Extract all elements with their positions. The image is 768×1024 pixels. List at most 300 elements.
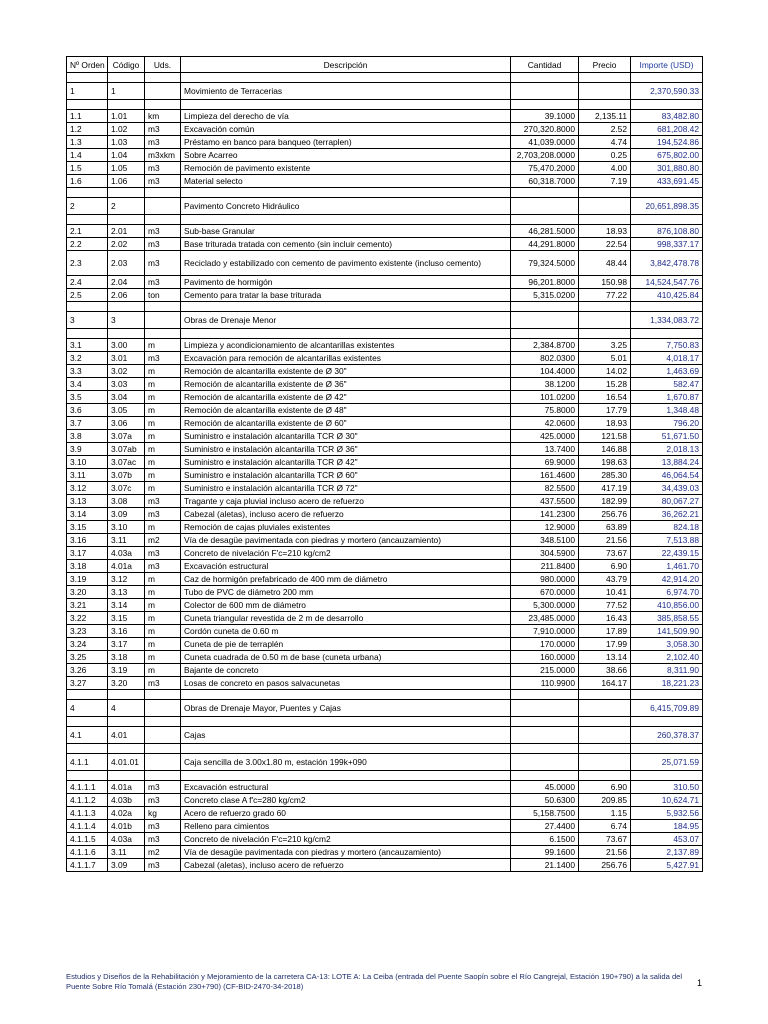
- cell-cantidad: 7,910.0000: [511, 625, 579, 638]
- cell-descripcion: Remoción de alcantarilla existente de Ø 60": [181, 417, 511, 430]
- cell-descripcion: Suministro e instalación alcantarilla TCR Ø 72": [181, 482, 511, 495]
- table-row: [67, 794, 703, 807]
- page-footer: Estudios y Diseños de la Rehabilitación y Mejoramiento de la carretera CA-13: LOTE A: La Ceiba (entrada del Puente Saopín sobre el Río Cangrejal, Estación 190+790) a la salida del Puente Sobre Río Tomalá (Estación 230+790) (CF-BID-2470-34-2018): [66, 972, 683, 991]
- cell-orden: 3.25: [67, 651, 108, 664]
- cell-precio: 21.56: [579, 534, 631, 547]
- cell-uds: m3: [145, 238, 181, 251]
- cell-uds: m3: [145, 677, 181, 690]
- cell-precio: 150.98: [579, 276, 631, 289]
- cell-cantidad: 437.5500: [511, 495, 579, 508]
- cell-importe: 1,463.69: [631, 365, 703, 378]
- cell-descripcion: Losas de concreto en pasos salvacunetas: [181, 677, 511, 690]
- cell-codigo: 3.15: [108, 612, 145, 625]
- table-row: [67, 651, 703, 664]
- cell-cantidad: 6.1500: [511, 833, 579, 846]
- cell-codigo: 3.04: [108, 391, 145, 404]
- cell-uds: m: [145, 430, 181, 443]
- cell-orden: 2: [67, 198, 108, 215]
- cell-precio: 6.90: [579, 560, 631, 573]
- empty-cell: [145, 329, 181, 339]
- cell-orden: 4.1.1.6: [67, 846, 108, 859]
- empty-cell: [145, 717, 181, 727]
- cell-cantidad: [511, 727, 579, 744]
- cell-precio: 13.14: [579, 651, 631, 664]
- cell-orden: 3.23: [67, 625, 108, 638]
- page-number: 1: [697, 978, 703, 988]
- cell-orden: 2.4: [67, 276, 108, 289]
- cell-orden: 3.7: [67, 417, 108, 430]
- table-row: [67, 225, 703, 238]
- cell-precio: 417.19: [579, 482, 631, 495]
- cell-uds: m: [145, 638, 181, 651]
- empty-cell: [631, 329, 703, 339]
- cell-uds: m3: [145, 547, 181, 560]
- cell-orden: 3.1: [67, 339, 108, 352]
- cell-importe: 184.95: [631, 820, 703, 833]
- empty-cell: [108, 717, 145, 727]
- cell-codigo: 3.16: [108, 625, 145, 638]
- cell-cantidad: 170.0000: [511, 638, 579, 651]
- cell-descripcion: Excavación común: [181, 123, 511, 136]
- table-row: [67, 136, 703, 149]
- cell-importe: 83,482.80: [631, 110, 703, 123]
- cell-uds: m3: [145, 495, 181, 508]
- cell-orden: 1.2: [67, 123, 108, 136]
- cell-descripcion: Pavimento Concreto Hidráulico: [181, 198, 511, 215]
- cell-codigo: 1.01: [108, 110, 145, 123]
- cell-codigo: 2: [108, 198, 145, 215]
- empty-cell: [145, 690, 181, 700]
- cell-importe: 2,370,590.33: [631, 83, 703, 100]
- table-row: [67, 456, 703, 469]
- spacer-row: [67, 302, 703, 312]
- table-row: [67, 251, 703, 276]
- table-row: [67, 175, 703, 188]
- cell-importe: 410,425.84: [631, 289, 703, 302]
- cell-descripcion: Material selecto: [181, 175, 511, 188]
- cell-uds: m: [145, 612, 181, 625]
- cell-importe: 13,884.24: [631, 456, 703, 469]
- cell-uds: m: [145, 664, 181, 677]
- cell-importe: 3,058.30: [631, 638, 703, 651]
- cell-cantidad: 42.0600: [511, 417, 579, 430]
- cell-codigo: 1.03: [108, 136, 145, 149]
- cell-codigo: 3.11: [108, 534, 145, 547]
- cell-importe: 3,842,478.78: [631, 251, 703, 276]
- empty-cell: [579, 188, 631, 198]
- cell-importe: 301,880.80: [631, 162, 703, 175]
- cell-codigo: 3.17: [108, 638, 145, 651]
- cell-precio: 121.58: [579, 430, 631, 443]
- table-row: [67, 417, 703, 430]
- cell-orden: 4.1.1.4: [67, 820, 108, 833]
- cell-uds: m: [145, 521, 181, 534]
- cell-descripcion: Obras de Drenaje Mayor, Puentes y Cajas: [181, 700, 511, 717]
- cell-orden: 1.4: [67, 149, 108, 162]
- cell-orden: 4.1.1.5: [67, 833, 108, 846]
- empty-cell: [181, 771, 511, 781]
- cell-codigo: 3.01: [108, 352, 145, 365]
- cell-orden: 1.1: [67, 110, 108, 123]
- cell-importe: 20,651,898.35: [631, 198, 703, 215]
- cell-orden: 1.5: [67, 162, 108, 175]
- cell-codigo: 3.03: [108, 378, 145, 391]
- cell-descripcion: Vía de desagüe pavimentada con piedras y mortero (ancauzamiento): [181, 534, 511, 547]
- cell-uds: m: [145, 469, 181, 482]
- empty-cell: [579, 717, 631, 727]
- section-row: [67, 83, 703, 100]
- table-row: [67, 807, 703, 820]
- section-row: [67, 198, 703, 215]
- cell-importe: 1,348.48: [631, 404, 703, 417]
- cell-codigo: 2.03: [108, 251, 145, 276]
- empty-cell: [181, 215, 511, 225]
- table-row: [67, 110, 703, 123]
- cell-uds: [145, 727, 181, 744]
- cell-orden: 3.15: [67, 521, 108, 534]
- table-row: [67, 547, 703, 560]
- spacer-row: [67, 188, 703, 198]
- cell-descripcion: Suministro e instalación alcantarilla TCR Ø 60": [181, 469, 511, 482]
- cell-uds: m: [145, 573, 181, 586]
- cell-codigo: 3.14: [108, 599, 145, 612]
- cell-cantidad: [511, 700, 579, 717]
- cell-uds: m3: [145, 276, 181, 289]
- cell-descripcion: Bajante de concreto: [181, 664, 511, 677]
- cell-uds: m3: [145, 781, 181, 794]
- cell-uds: m: [145, 391, 181, 404]
- cell-descripcion: Suministro e instalación alcantarilla TCR Ø 36": [181, 443, 511, 456]
- cell-orden: 2.5: [67, 289, 108, 302]
- cell-importe: 4,018.17: [631, 352, 703, 365]
- cell-importe: 42,914.20: [631, 573, 703, 586]
- cell-descripcion: Excavación para remoción de alcantarillas existentes: [181, 352, 511, 365]
- empty-cell: [108, 744, 145, 754]
- cell-descripcion: Cabezal (aletas), incluso acero de refuerzo: [181, 508, 511, 521]
- cell-importe: 453.07: [631, 833, 703, 846]
- cell-importe: 2,137.89: [631, 846, 703, 859]
- cell-importe: 80,067.27: [631, 495, 703, 508]
- header-uds: Uds.: [145, 57, 181, 73]
- cell-precio: 256.76: [579, 508, 631, 521]
- cell-orden: 3.18: [67, 560, 108, 573]
- empty-cell: [579, 771, 631, 781]
- cell-precio: [579, 727, 631, 744]
- cell-codigo: 4.03a: [108, 833, 145, 846]
- cell-importe: 681,208.42: [631, 123, 703, 136]
- cell-precio: 146.88: [579, 443, 631, 456]
- cell-orden: 3.27: [67, 677, 108, 690]
- empty-cell: [67, 73, 108, 83]
- cell-importe: 998,337.17: [631, 238, 703, 251]
- cell-descripcion: Suministro e instalación alcantarilla TCR Ø 30": [181, 430, 511, 443]
- cell-cantidad: 60,318.7000: [511, 175, 579, 188]
- cell-cantidad: 211.8400: [511, 560, 579, 573]
- empty-cell: [67, 771, 108, 781]
- cell-descripcion: Remoción de pavimento existente: [181, 162, 511, 175]
- cell-importe: 6,415,709.89: [631, 700, 703, 717]
- cell-importe: 51,671.50: [631, 430, 703, 443]
- cell-orden: 4.1.1.3: [67, 807, 108, 820]
- cell-importe: 260,378.37: [631, 727, 703, 744]
- cell-precio: 63.89: [579, 521, 631, 534]
- cell-cantidad: 44,291.8000: [511, 238, 579, 251]
- cell-codigo: 1.06: [108, 175, 145, 188]
- cell-precio: 77.52: [579, 599, 631, 612]
- empty-cell: [145, 302, 181, 312]
- cell-orden: 3.10: [67, 456, 108, 469]
- cell-descripcion: Sobre Acarreo: [181, 149, 511, 162]
- cell-codigo: 3.19: [108, 664, 145, 677]
- header-row: [67, 57, 703, 73]
- empty-cell: [181, 100, 511, 110]
- cell-importe: 5,932.56: [631, 807, 703, 820]
- cell-uds: m2: [145, 846, 181, 859]
- header-descripcion: Descripción: [181, 57, 511, 73]
- cell-precio: 4.00: [579, 162, 631, 175]
- cell-importe: 18,221.23: [631, 677, 703, 690]
- cell-importe: 876,108.80: [631, 225, 703, 238]
- table-row: [67, 586, 703, 599]
- table-row: [67, 677, 703, 690]
- cell-uds: m: [145, 651, 181, 664]
- empty-cell: [108, 73, 145, 83]
- cell-cantidad: 2,384.8700: [511, 339, 579, 352]
- cell-importe: 2,102.40: [631, 651, 703, 664]
- cell-descripcion: Limpieza y acondicionamiento de alcantarillas existentes: [181, 339, 511, 352]
- cell-codigo: 3.20: [108, 677, 145, 690]
- cell-orden: 3.5: [67, 391, 108, 404]
- cell-cantidad: [511, 83, 579, 100]
- cell-importe: 25,071.59: [631, 754, 703, 771]
- cell-uds: m3: [145, 859, 181, 872]
- spacer-row: [67, 73, 703, 83]
- table-row: [67, 391, 703, 404]
- cell-importe: 34,439.03: [631, 482, 703, 495]
- cell-descripcion: Caz de hormigón prefabricado de 400 mm de diámetro: [181, 573, 511, 586]
- cell-descripcion: Concreto de nivelación F'c=210 kg/cm2: [181, 833, 511, 846]
- cell-cantidad: 5,158.7500: [511, 807, 579, 820]
- table-row: [67, 365, 703, 378]
- cell-descripcion: Colector de 600 mm de diámetro: [181, 599, 511, 612]
- cell-precio: 73.67: [579, 547, 631, 560]
- table-body: [67, 73, 703, 872]
- cell-descripcion: Sub-base Granular: [181, 225, 511, 238]
- cell-orden: 3.3: [67, 365, 108, 378]
- empty-cell: [511, 329, 579, 339]
- cell-uds: km: [145, 110, 181, 123]
- cell-codigo: 3.12: [108, 573, 145, 586]
- cell-uds: m3: [145, 820, 181, 833]
- cell-precio: 38.66: [579, 664, 631, 677]
- cell-orden: 3.8: [67, 430, 108, 443]
- empty-cell: [145, 744, 181, 754]
- cell-uds: m3xkm: [145, 149, 181, 162]
- empty-cell: [579, 100, 631, 110]
- table-row: [67, 482, 703, 495]
- empty-cell: [108, 690, 145, 700]
- table-row: [67, 238, 703, 251]
- cell-importe: 1,334,083.72: [631, 312, 703, 329]
- cell-orden: 3.13: [67, 495, 108, 508]
- cell-cantidad: [511, 198, 579, 215]
- cell-precio: [579, 754, 631, 771]
- cell-orden: 3.9: [67, 443, 108, 456]
- table-row: [67, 560, 703, 573]
- empty-cell: [181, 188, 511, 198]
- table-row: [67, 781, 703, 794]
- cell-cantidad: 104.4000: [511, 365, 579, 378]
- cell-cantidad: 79,324.5000: [511, 251, 579, 276]
- cell-cantidad: 69.9000: [511, 456, 579, 469]
- cell-descripcion: Cajas: [181, 727, 511, 744]
- empty-cell: [181, 717, 511, 727]
- cell-precio: 15.28: [579, 378, 631, 391]
- cell-descripcion: Reciclado y estabilizado con cemento de pavimento existente (incluso cemento): [181, 251, 511, 276]
- cell-importe: 1,670.87: [631, 391, 703, 404]
- cell-orden: 4: [67, 700, 108, 717]
- cell-uds: m3: [145, 833, 181, 846]
- cell-orden: 3.24: [67, 638, 108, 651]
- cell-cantidad: [511, 754, 579, 771]
- cell-precio: 209.85: [579, 794, 631, 807]
- cell-orden: 4.1.1: [67, 754, 108, 771]
- cell-codigo: 1.02: [108, 123, 145, 136]
- empty-cell: [181, 744, 511, 754]
- cell-descripcion: Cabezal (aletas), incluso acero de refuerzo: [181, 859, 511, 872]
- cell-cantidad: 75.8000: [511, 404, 579, 417]
- cell-cantidad: 2,703,208.0000: [511, 149, 579, 162]
- cell-cantidad: 27.4400: [511, 820, 579, 833]
- empty-cell: [631, 771, 703, 781]
- cell-cantidad: 670.0000: [511, 586, 579, 599]
- cell-codigo: 3.13: [108, 586, 145, 599]
- cell-descripcion: Cuneta triangular revestida de 2 m de desarrollo: [181, 612, 511, 625]
- table-row: [67, 123, 703, 136]
- cell-codigo: 1.05: [108, 162, 145, 175]
- cell-uds: m: [145, 417, 181, 430]
- cell-uds: [145, 83, 181, 100]
- cell-descripcion: Cuneta cuadrada de 0.50 m de base (cuneta urbana): [181, 651, 511, 664]
- cell-uds: m3: [145, 175, 181, 188]
- spacer-row: [67, 215, 703, 225]
- cell-cantidad: 425.0000: [511, 430, 579, 443]
- cell-descripcion: Remoción de cajas pluviales existentes: [181, 521, 511, 534]
- cell-precio: 10.41: [579, 586, 631, 599]
- empty-cell: [511, 690, 579, 700]
- empty-cell: [181, 690, 511, 700]
- spacer-row: [67, 744, 703, 754]
- cell-cantidad: 75,470.2000: [511, 162, 579, 175]
- cell-cantidad: 141.2300: [511, 508, 579, 521]
- cell-codigo: 1.04: [108, 149, 145, 162]
- header-importe: Importe (USD): [631, 57, 703, 73]
- cell-importe: 7,513.88: [631, 534, 703, 547]
- cell-uds: m: [145, 625, 181, 638]
- empty-cell: [631, 215, 703, 225]
- cell-codigo: 4.03a: [108, 547, 145, 560]
- cell-codigo: 2.01: [108, 225, 145, 238]
- cell-codigo: 1: [108, 83, 145, 100]
- cell-cantidad: 5,300.0000: [511, 599, 579, 612]
- cell-descripcion: Excavación estructural: [181, 781, 511, 794]
- cell-importe: 310.50: [631, 781, 703, 794]
- cell-descripcion: Obras de Drenaje Menor: [181, 312, 511, 329]
- cell-codigo: 2.04: [108, 276, 145, 289]
- cell-cantidad: 21.1400: [511, 859, 579, 872]
- cell-precio: 16.43: [579, 612, 631, 625]
- cell-uds: m: [145, 482, 181, 495]
- table-row: [67, 833, 703, 846]
- cell-orden: 4.1.1.1: [67, 781, 108, 794]
- cell-orden: 2.2: [67, 238, 108, 251]
- cell-orden: 3.20: [67, 586, 108, 599]
- empty-cell: [67, 215, 108, 225]
- cell-codigo: 3.07ab: [108, 443, 145, 456]
- cell-descripcion: Excavación estructural: [181, 560, 511, 573]
- empty-cell: [631, 744, 703, 754]
- cell-precio: 1.15: [579, 807, 631, 820]
- empty-cell: [511, 215, 579, 225]
- cell-uds: m: [145, 443, 181, 456]
- empty-cell: [67, 100, 108, 110]
- cell-cantidad: 980.0000: [511, 573, 579, 586]
- cell-uds: m3: [145, 136, 181, 149]
- cell-descripcion: Cemento para tratar la base triturada: [181, 289, 511, 302]
- empty-cell: [67, 690, 108, 700]
- cell-precio: 17.89: [579, 625, 631, 638]
- cell-precio: 14.02: [579, 365, 631, 378]
- empty-cell: [579, 215, 631, 225]
- cell-cantidad: 96,201.8000: [511, 276, 579, 289]
- header-codigo: Código: [108, 57, 145, 73]
- cell-descripcion: Tubo de PVC de diámetro 200 mm: [181, 586, 511, 599]
- cell-uds: m3: [145, 508, 181, 521]
- spacer-row: [67, 100, 703, 110]
- cell-importe: 14,524,547.76: [631, 276, 703, 289]
- cell-importe: 824.18: [631, 521, 703, 534]
- cell-uds: m: [145, 404, 181, 417]
- cell-orden: 3.17: [67, 547, 108, 560]
- cell-importe: 582.47: [631, 378, 703, 391]
- cell-uds: kg: [145, 807, 181, 820]
- cell-orden: 4.1.1.2: [67, 794, 108, 807]
- empty-cell: [67, 302, 108, 312]
- cell-codigo: 3.00: [108, 339, 145, 352]
- cell-uds: ton: [145, 289, 181, 302]
- cell-codigo: 4.01a: [108, 560, 145, 573]
- cell-uds: m: [145, 339, 181, 352]
- cell-uds: [145, 198, 181, 215]
- cell-orden: 3.22: [67, 612, 108, 625]
- table-row: [67, 638, 703, 651]
- empty-cell: [511, 188, 579, 198]
- cell-precio: 182.99: [579, 495, 631, 508]
- spacer-row: [67, 690, 703, 700]
- cell-precio: 18.93: [579, 417, 631, 430]
- table-row: [67, 404, 703, 417]
- cell-descripcion: Concreto clase A f'c=280 kg/cm2: [181, 794, 511, 807]
- empty-cell: [145, 771, 181, 781]
- cell-codigo: 3.08: [108, 495, 145, 508]
- cell-codigo: 3.11: [108, 846, 145, 859]
- cell-codigo: 3.18: [108, 651, 145, 664]
- cell-cantidad: 45.0000: [511, 781, 579, 794]
- cell-codigo: 3.10: [108, 521, 145, 534]
- table-row: [67, 664, 703, 677]
- table-row: [67, 625, 703, 638]
- cell-codigo: 4.01a: [108, 781, 145, 794]
